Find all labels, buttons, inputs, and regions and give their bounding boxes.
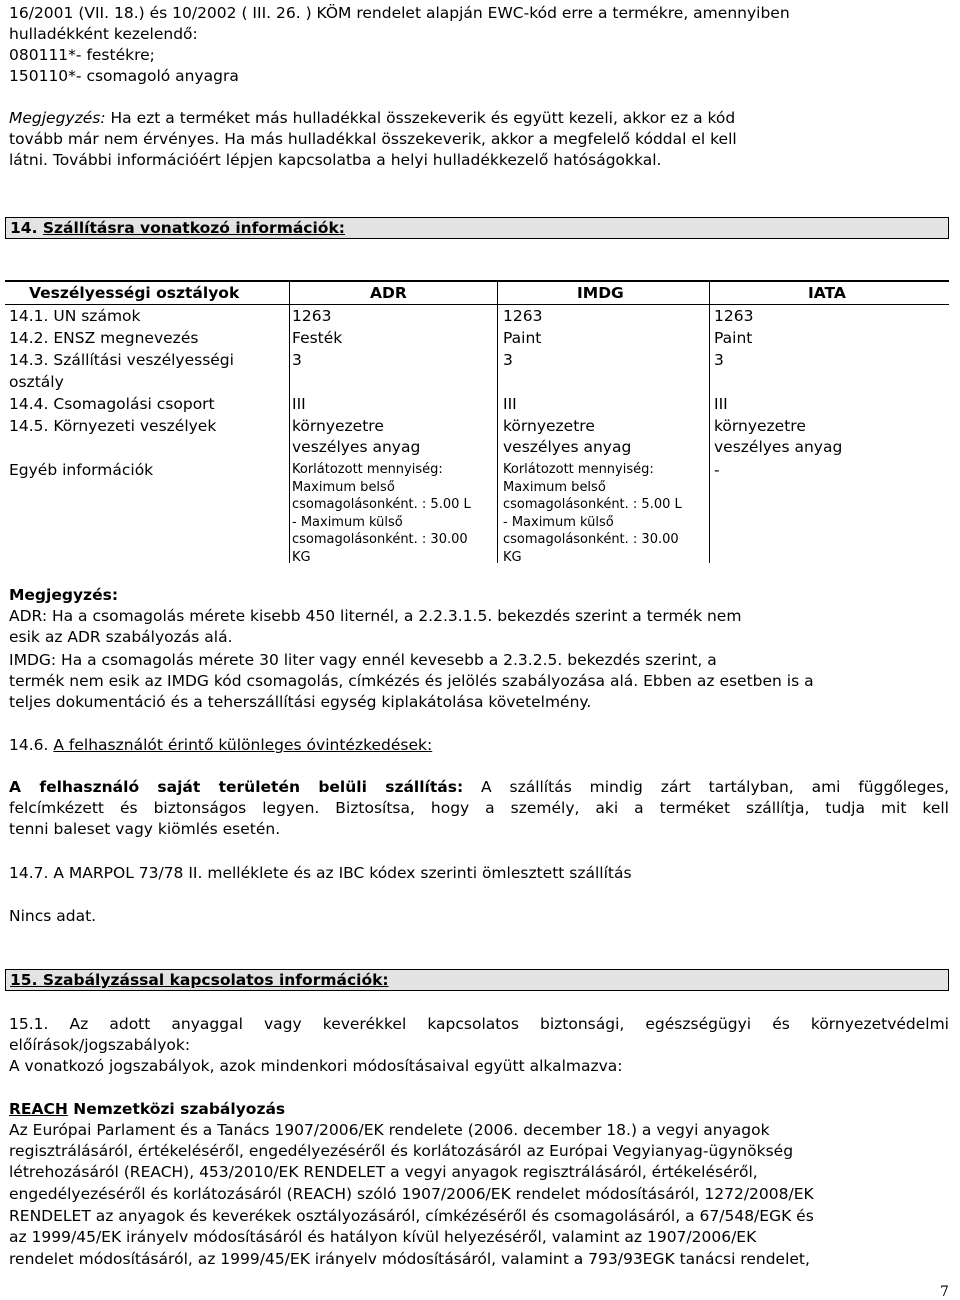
imdg-un-name: Paint: [503, 329, 542, 347]
reach-body-line: rendelet módosításáról, az 1999/45/EK irányelv módosításáról, valamint a 793/93EGK tanácsi rendelet,: [9, 1250, 810, 1268]
section-14-6-title: A felhasználót érintő különleges óvintézkedések:: [53, 736, 433, 754]
section-15-1-line-1: 15.1. Az adott anyaggal vagy keverékkel kapcsolatos biztonsági, egészségügyi és környezetvédelmi: [9, 1015, 949, 1033]
ewc-note-line-2: tovább már nem érvényes. Ha más hulladékkal összekeverik, akkor a megfelelő kóddal el kell: [9, 130, 737, 148]
reach-body-line: regisztrálásáról, értékeléséről, engedélyezéséről és korlátozásáról az Európai Vegyianyag-ügynökség: [9, 1142, 794, 1160]
reach-body-line: Az Európai Parlament és a Tanács 1907/2006/EK rendelete (2006. december 18.) a vegyi anyagok: [9, 1121, 770, 1139]
reach-body-line: létrehozásáról (REACH), 453/2010/EK RENDELET a vegyi anyagok regisztrálásáról, értékeléséről,: [9, 1163, 758, 1181]
header-adr: ADR: [370, 284, 407, 302]
adr-env-hazard-line-2: veszélyes anyag: [292, 438, 421, 456]
adr-limited-qty-line: Korlátozott mennyiség:: [292, 462, 443, 477]
row-label-other-info: Egyéb információk: [9, 461, 154, 479]
ewc-note-label: Megjegyzés:: [9, 109, 106, 127]
imdg-packing-group: III: [503, 395, 517, 413]
ewc-note-line-3: látni. További információért lépjen kapcsolatba a helyi hulladékkezelő hatóságokkal.: [9, 151, 662, 169]
adr-hazard-class: 3: [292, 351, 302, 369]
page-number: 7: [940, 1284, 949, 1300]
user-transport-line-1: [9, 777, 949, 798]
imdg-limited-qty-line: - Maximum külső: [503, 514, 614, 530]
reach-body-line: RENDELET az anyagok és keverékek osztályozásáról, címkézéséről és csomagolásáról, a 67/548/EGK és: [9, 1207, 814, 1225]
iata-env-hazard: [714, 416, 842, 458]
table-divider-1: [289, 281, 290, 563]
imdg-limited-qty-line: KG: [503, 549, 522, 565]
ewc-code-packaging: 150110*- csomagoló anyagra: [9, 67, 239, 85]
iata-other-info: -: [714, 461, 720, 479]
row-label-packing-group: 14.4. Csomagolási csoport: [9, 395, 215, 413]
imdg-note-line-1: IMDG: Ha a csomagolás mérete 30 liter vagy ennél kevesebb a 2.3.2.5. bekezdés szerint, a: [9, 651, 717, 669]
imdg-env-hazard: [503, 416, 631, 458]
section-15-1-line-3: A vonatkozó jogszabályok, azok mindenkori módosításaival együtt alkalmazva:: [9, 1057, 623, 1075]
adr-limited-qty-line: csomagolásonként. : 30.00: [292, 532, 468, 547]
section-14-6-heading: [9, 735, 949, 756]
user-transport-text: A szállítás mindig zárt tartályban, ami függőleges,: [463, 778, 950, 796]
section-14-title: Szállításra vonatkozó információk:: [42, 219, 345, 237]
imdg-limited-qty-line: csomagolásonként. : 30.00: [503, 532, 679, 547]
section-15-title: 15. Szabályzással kapcsolatos információk:: [10, 971, 389, 989]
row-label-un-name: 14.2. ENSZ megnevezés: [9, 329, 199, 347]
reach-heading-text: Nemzetközi szabályozás: [67, 1100, 286, 1118]
adr-other-info: [292, 461, 471, 566]
imdg-env-hazard-line-2: veszélyes anyag: [503, 438, 632, 456]
adr-env-hazard: [292, 416, 420, 458]
iata-hazard-class: 3: [714, 351, 724, 369]
imdg-env-hazard-line-1: környezetre: [503, 417, 595, 435]
adr-limited-qty-line: csomagolásonként. : 5.00 L: [292, 497, 471, 512]
transport-note-heading: Megjegyzés:: [9, 586, 119, 604]
row-label-hazard-class-2: osztály: [9, 373, 64, 391]
ewc-note-text: Ha ezt a terméket más hulladékkal összekeverik és együtt kezeli, akkor ez a kód: [105, 109, 736, 127]
reach-body-line: az 1999/45/EK irányelv módosításáról és hatályon kívül helyezéséről, valamint az 1907/2006/EK: [9, 1228, 757, 1246]
user-transport-line-2: felcímkézett és biztonságos legyen. Biztosítsa, hogy a személy, aki a terméket szállítja, tudja mit kell: [9, 799, 949, 817]
section-14-heading: [5, 217, 949, 239]
section-14-7-value: Nincs adat.: [9, 907, 97, 925]
table-divider-3: [709, 281, 710, 563]
reach-body-line: engedélyezéséről és korlátozásáról (REACH) szóló 1907/2006/EK rendelet módosításáról, 1272/2008/EK: [9, 1185, 814, 1203]
table-top-rule: [5, 280, 949, 282]
section-14-number: 14.: [10, 219, 38, 237]
adr-limited-qty-line: Maximum belső: [292, 479, 395, 495]
iata-un-name: Paint: [714, 329, 753, 347]
ewc-note-line-1: [9, 108, 949, 129]
iata-env-hazard-line-2: veszélyes anyag: [714, 438, 843, 456]
row-label-hazard-class-1: 14.3. Szállítási veszélyességi: [9, 351, 234, 369]
row-label-env-hazards: 14.5. Környezeti veszélyek: [9, 417, 217, 435]
imdg-limited-qty-line: Maximum belső: [503, 479, 606, 495]
iata-packing-group: III: [714, 395, 728, 413]
adr-limited-qty-line: - Maximum külső: [292, 514, 403, 530]
section-15-heading: [5, 969, 949, 991]
iata-un-number: 1263: [714, 307, 754, 325]
user-transport-label: A felhasználó saját területén belüli szállítás:: [9, 778, 464, 796]
imdg-limited-qty-line: csomagolásonként. : 5.00 L: [503, 497, 682, 512]
table-divider-2: [497, 281, 498, 563]
adr-un-name: Festék: [292, 329, 343, 347]
iata-env-hazard-line-1: környezetre: [714, 417, 806, 435]
section-14-6-number: 14.6.: [9, 736, 49, 754]
imdg-note-line-2: termék nem esik az IMDG kód csomagolás, címkézés és jelölés szabályozása alá. Ebben az esetben is a: [9, 672, 814, 690]
adr-env-hazard-line-1: környezetre: [292, 417, 384, 435]
adr-packing-group: III: [292, 395, 306, 413]
adr-note-line-1: ADR: Ha a csomagolás mérete kisebb 450 liternél, a 2.2.3.1.5. bekezdés szerint a termék nem: [9, 607, 742, 625]
imdg-note-line-3: teljes dokumentáció és a teherszállítási egység kiplakátolása követelmény.: [9, 693, 592, 711]
section-15-1-line-2: előírások/jogszabályok:: [9, 1036, 191, 1054]
row-label-un-numbers: 14.1. UN számok: [9, 307, 141, 325]
adr-limited-qty-line: KG: [292, 549, 311, 565]
reach-label: REACH: [9, 1100, 68, 1118]
adr-note-line-2: esik az ADR szabályozás alá.: [9, 628, 233, 646]
imdg-other-info: [503, 461, 682, 566]
imdg-limited-qty-line: Korlátozott mennyiség:: [503, 462, 654, 477]
reach-heading: [9, 1099, 949, 1120]
header-imdg: IMDG: [577, 284, 624, 302]
ewc-code-paint: 080111*- festékre;: [9, 46, 155, 64]
user-transport-line-3: tenni baleset vagy kiömlés esetén.: [9, 820, 281, 838]
adr-un-number: 1263: [292, 307, 332, 325]
header-hazard-classes: Veszélyességi osztályok: [29, 284, 240, 302]
header-iata: IATA: [808, 284, 846, 302]
section-14-7-heading: 14.7. A MARPOL 73/78 II. melléklete és az IBC kódex szerinti ömlesztett szállítás: [9, 864, 632, 882]
imdg-hazard-class: 3: [503, 351, 513, 369]
table-header-rule: [5, 304, 949, 305]
ewc-line-1: 16/2001 (VII. 18.) és 10/2002 ( III. 26. ) KÖM rendelet alapján EWC-kód erre a termékre, amennyiben: [9, 4, 790, 22]
imdg-un-number: 1263: [503, 307, 543, 325]
ewc-line-2: hulladékként kezelendő:: [9, 25, 198, 43]
